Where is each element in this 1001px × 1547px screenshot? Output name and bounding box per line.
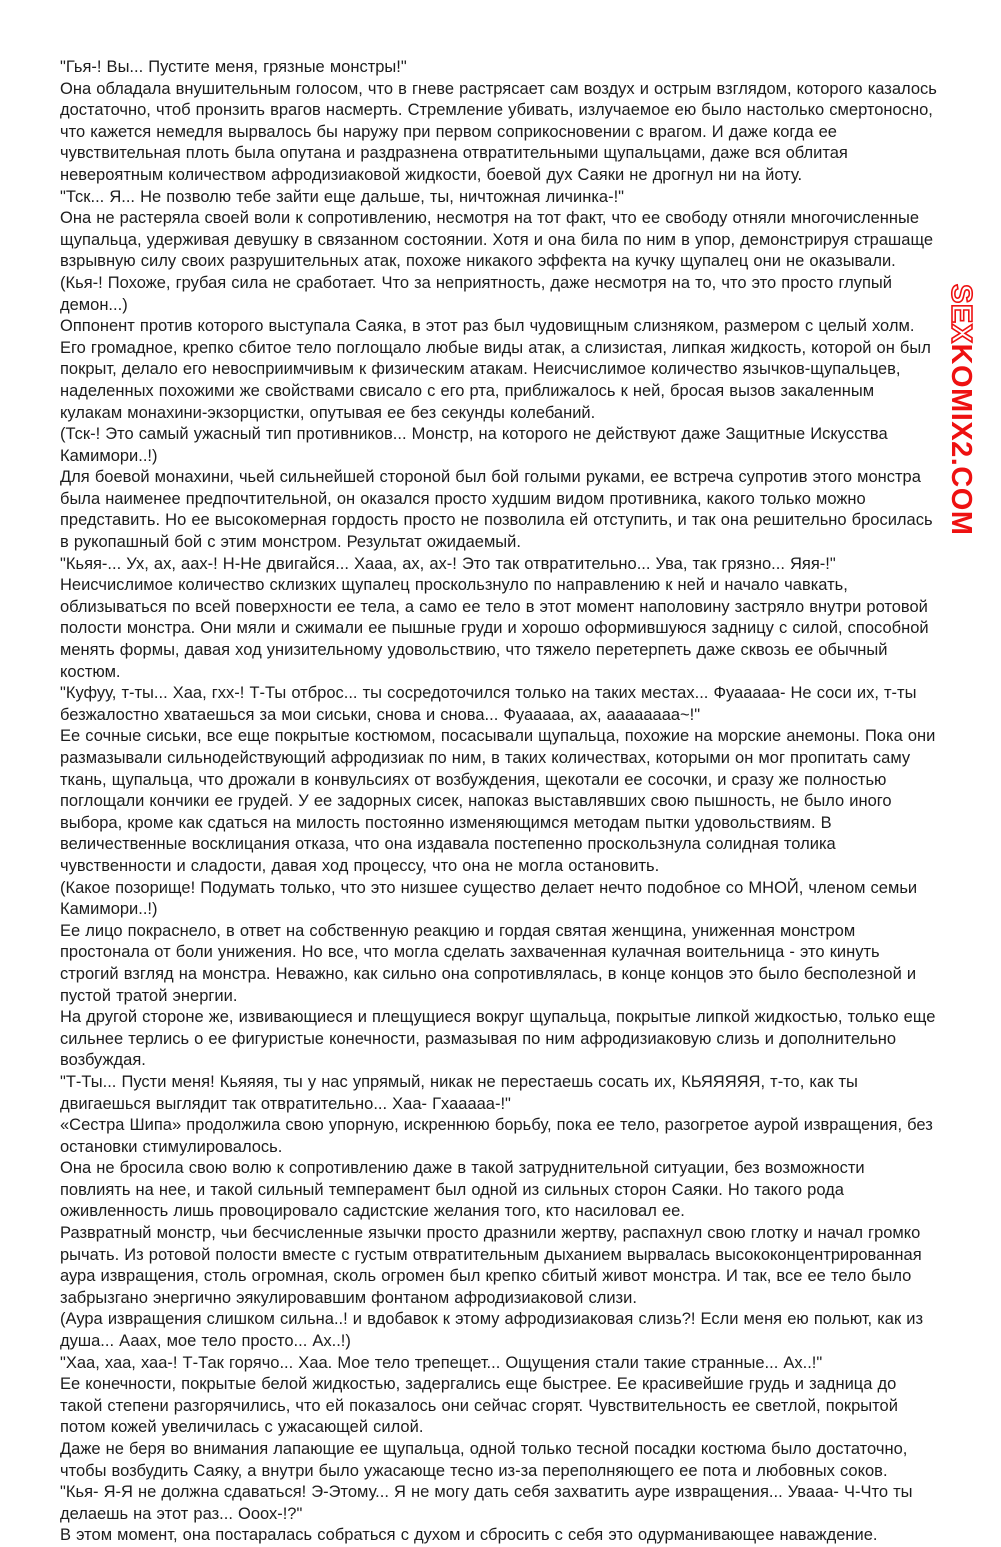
dialogue-paragraph: "Кья- Я-Я не должна сдаваться! Э-Этому... Я не могу дать себя захватить ауре извращения... Увааа- Ч-Что ты делаешь на этот раз... Ооох-!?" [60,1483,913,1523]
narration-paragraph: Она обладала внушительным голосом, что в гневе растрясает сам воздух и острым взглядом, которого казалось достаточно, чтоб пронзить врагов насмерть. Стремление убивать, излучаемое ею было настолько смертоносно, что кажется немедля вырвалось бы наружу при первом соприкосновении с врагом. И даже когда ее чувствительная плоть была опутана и раздразнена отвратительными щупальцами, даже вся облитая невероятным количеством афродизиаковой жидкости, боевой дух Саяки не дрогнул ни на йоту. [60,79,937,184]
narration-paragraph: На другой стороне же, извивающиеся и плещущиеся вокруг щупальца, покрытые липкой жидкостью, только еще сильнее терлись о ее фигуристые конечности, размазывая по ним афродизиаковую слизь и дополнительно возбуждая. [60,1008,936,1070]
dialogue-paragraph: "Кьяя-... Ух, ах, аах-! Н-Не двигайся... Хааа, ах, ах-! Это так отвратительно... Ува, так грязно... Яяя-!" [60,554,836,573]
watermark-solid-text: KOMIX2.COM [945,343,977,536]
narration-paragraph: Неисчислимое количество склизких щупалец проскользнуло по направлению к ней и начало чавкать, облизываться по всей поверхности ее тела, а само ее тело в этот момент наполовину застряло внутри ротовой полости монстра. Они мяли и сжимали ее пышные груди и хорошо оформившуюся задницу с силой, способной менять формы, давая ход унизительному удовольствию, что тяжело перетерпеть даже сквозь ее обычный костюм. [60,576,929,681]
story-text-page [60,57,938,1547]
narration-paragraph: Она не растеряла своей воли к сопротивлению, несмотря на тот факт, что ее свободу отняли многочисленные щупальца, удерживая девушку в связанном состоянии. Хотя и она била по ним в упор, демонстрируя страшаще взрывную силу своих разрушительных атак, похоже никакого эффекта на кучку щупалец они не оказывали. [60,209,934,271]
thought-paragraph: (Тск-! Это самый ужасный тип противников... Монстр, на которого не действуют даже Защитные Искусства Камимори..!) [60,425,888,465]
narration-paragraph: Развратный монстр, чьи бесчисленные язычки просто дразнили жертву, распахнул свою глотку и начал громко рычать. Из ротовой полости вместе с густым отвратительным дыханием вырвалась высококонцентрированная аура извращения, столь огромная, сколь огромен был крепко сбитый живот монстра. И так, все ее тело было забрызгано энергично эякулировавшим фонтаном афродизиаковой слизи. [60,1224,922,1307]
narration-paragraph: «Сестра Шипа» продолжила свою упорную, искреннюю борьбу, пока ее тело, разогретое аурой извращения, без остановки стимулировалось. [60,1116,933,1156]
dialogue-paragraph: "Куфуу, т-ты... Хаа, гхх-! Т-Ты отброс... ты сосредоточился только на таких местах... Фуааааа- Не соси их, т-ты безжалостно хватаешься за мои сиськи, снова и снова... Фуааааа, ах, аааааааа~!" [60,684,917,724]
watermark-outline-text: SEX [945,284,977,344]
site-watermark [944,284,977,535]
narration-paragraph: Даже не беря во внимания лапающие ее щупальца, одной только тесной посадки костюма было достаточно, чтобы возбудить Саяку, а внутри было ужасающе тесно из-за переполняющего ее пота и любовных соков. [60,1440,908,1480]
narration-paragraph: Ее лицо покраснело, в ответ на собственную реакцию и гордая святая женщина, униженная монстром простонала от боли унижения. Но все, что могла сделать захваченная кулачная воительница - это кинуть строгий взгляд на монстра. Неважно, как сильно она сопротивлялась, в конце концов это было бесполезной и пустой тратой энергии. [60,921,917,1005]
narration-paragraph: Оппонент против которого выступала Саяка, в этот раз был чудовищным слизняком, размером с целый холм. Его громадное, крепко сбитое тело поглощало любые виды атак, а слизистая, липкая жидкость, которой он был покрыт, делало его невосприимчивым к физическим атакам. Неисчислимое количество язычков-щупальцев, наделенных похожими же свойствами свисало с его рта, приближалось к ней, бросая вызов закаленным кулакам монахини-экзорцистки, опутывая ее без секунды колебаний. [60,317,931,422]
thought-paragraph: (Аура извращения слишком сильна..! и вдобавок к этому афродизиаковая слизь?! Если меня ею польют, как из душа... Ааах, мое тело просто... Ах..!) [60,1310,924,1351]
narration-paragraph: Ее конечности, покрытые белой жидкостью, задергались еще быстрее. Ее красивейшие грудь и задница до такой степени разгорячились, что ей показалось они сейчас сгорят. Чувствительность ее светлой, покрытой потом кожей увеличилась с ужасающей силой. [60,1375,898,1437]
narration-paragraph: Для боевой монахини, чьей сильнейшей стороной был бой голыми руками, ее встреча супротив этого монстра была наименее предпочтительной, он оказался просто худшим видом противника, какого только можно представить. Но ее высокомерная гордость просто не позволила ей отступить, и так она решительно бросилась в рукопашный бой с этим монстром. Результат ожидаемый. [60,468,933,552]
dialogue-paragraph: "Тск... Я... Не позволю тебе зайти еще дальше, ты, ничтожная личинка-!" [60,187,625,206]
narration-paragraph: Ее сочные сиськи, все еще покрытые костюмом, посасывали щупальца, похожие на морские анемоны. Пока они размазывали сильнодействующий афродизиак по ним, в таких количествах, которыми он мог пропитать саму ткань, щупальца, что дрожали в конвульсиях от возбуждения, щекотали ее сосочки, и сразу же полностью поглощали кончики ее грудей. У ее задорных сисек, напоказ выставлявших свою пышность, не было иного выбора, кроме как сдаться на милость постоянно изменяющимся методам пытки удовольствиям. В величественные восклицания отказа, что она издавала постепенно проскользнула солидная толика чувственности и сладости, давая ход процессу, что она не могла остановить. [60,727,936,875]
narration-paragraph: В этом момент, она постаралась собраться с духом и сбросить с себя это одурманивающее наваждение. [60,1526,878,1545]
thought-paragraph: (Какое позорище! Подумать только, что это низшее существо делает нечто подобное со МНОЙ, членом семьи Камимори..!) [60,878,918,919]
thought-paragraph: (Кья-! Похоже, грубая сила не сработает. Что за неприятность, даже несмотря на то, что это просто глупый демон...) [60,273,892,314]
dialogue-paragraph: "Гья-! Вы... Пустите меня, грязные монстры!" [60,58,407,76]
narration-paragraph: Она не бросила свою волю к сопротивлению даже в такой затруднительной ситуации, без возможности повлиять на нее, и такой сильный темперамент был одной из сильных сторон Саяки. Но такого рода оживленность лишь провоцировало садистские желания того, кто насиловал ее. [60,1159,865,1221]
dialogue-paragraph: "Т-Ты... Пусти меня! Кьяяяя, ты у нас упрямый, никак не перестаешь сосать их, КЬЯЯЯЯЯ, т-то, как ты двигаешься выглядит так отвратительно... Хаа- Гхааааа-!" [60,1072,858,1113]
dialogue-paragraph: "Хаа, хаа, хаа-! Т-Так горячо... Хаа. Мое тело трепещет... Ощущения стали такие странные... Ах..!" [60,1353,823,1372]
